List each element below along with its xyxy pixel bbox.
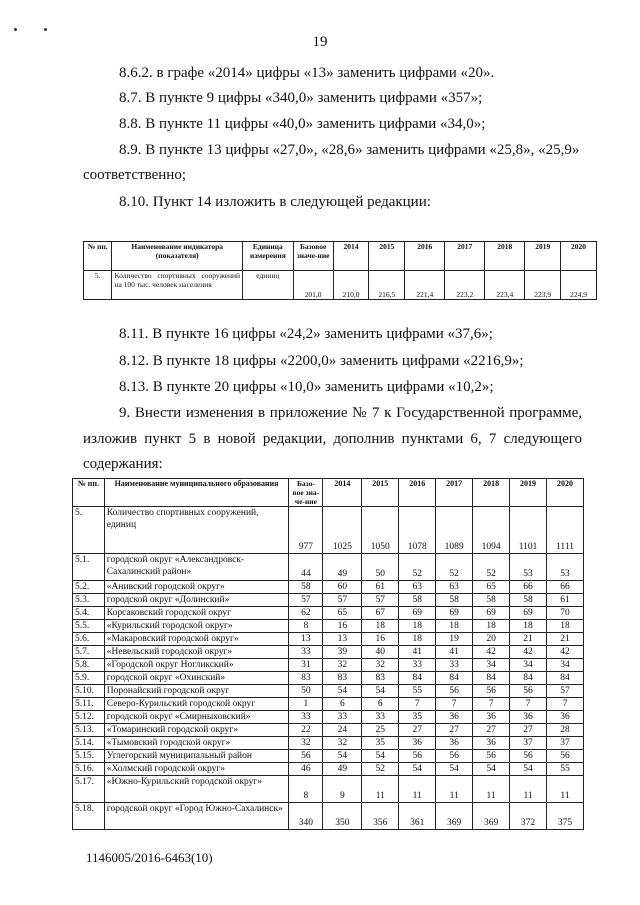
table-row xyxy=(73,698,584,711)
table-row xyxy=(73,646,584,659)
table-cell: 58 xyxy=(399,594,436,607)
table-cell: «Городской округ Ногликский» xyxy=(104,659,289,672)
table-cell: 53 xyxy=(547,554,584,581)
table-cell: Углегорский муниципальный район xyxy=(104,750,289,763)
table-cell: 52 xyxy=(436,554,473,581)
table-cell: 44 xyxy=(289,554,323,581)
paragraph: 8.13. В пункте 20 цифры «10,0» заменить цифрами «10,2»; xyxy=(119,379,494,395)
table-cell: 11 xyxy=(473,776,510,803)
table-row xyxy=(73,803,584,830)
table-cell: 24 xyxy=(323,724,362,737)
table-cell: 5.18. xyxy=(73,803,105,830)
table-cell: 33 xyxy=(289,646,323,659)
table-cell: 36 xyxy=(436,737,473,750)
table-cell: «Тымовский городской округ» xyxy=(104,737,289,750)
indicator-table xyxy=(83,241,597,300)
table-cell: 57 xyxy=(547,685,584,698)
table-cell: 50 xyxy=(362,554,399,581)
table-cell: городской округ «Александровск-Сахалинский район» xyxy=(104,554,289,581)
table-cell: 58 xyxy=(510,594,547,607)
table-cell: 13 xyxy=(323,633,362,646)
table-cell: 69 xyxy=(510,607,547,620)
table-cell: 21 xyxy=(547,633,584,646)
table-cell: 5.8. xyxy=(73,659,105,672)
table-cell: 65 xyxy=(473,581,510,594)
paragraph: 8.6.2. в графе «2014» цифры «13» заменить цифрами «20». xyxy=(119,65,495,81)
table-cell: 18 xyxy=(547,620,584,633)
table-cell: 223,9 xyxy=(525,271,561,300)
paragraph: содержания: xyxy=(83,456,163,472)
paragraph: 8.8. В пункте 11 цифры «40,0» заменить цифрами «34,0»; xyxy=(119,116,486,132)
municipal-table xyxy=(72,478,584,830)
column-header: 2014 xyxy=(323,479,362,507)
table-row xyxy=(73,581,584,594)
table-cell: 52 xyxy=(399,554,436,581)
table-cell: 8 xyxy=(289,776,323,803)
table-cell: 42 xyxy=(473,646,510,659)
table-cell: городской округ «Город Южно-Сахалинск» xyxy=(104,803,289,830)
table-cell: «Холмский городской округ» xyxy=(104,763,289,776)
scan-speck xyxy=(44,28,47,31)
table-row xyxy=(73,607,584,620)
table-cell: 32 xyxy=(323,737,362,750)
table-cell: 33 xyxy=(399,659,436,672)
table-cell: 63 xyxy=(399,581,436,594)
table-cell: 18 xyxy=(399,633,436,646)
table-cell: 1 xyxy=(289,698,323,711)
table-cell: 52 xyxy=(473,554,510,581)
table-cell: 5.10. xyxy=(73,685,105,698)
column-header: № пп. xyxy=(73,479,105,507)
table-cell: 5.16. xyxy=(73,763,105,776)
table-cell: 55 xyxy=(547,763,584,776)
table-cell: 54 xyxy=(510,763,547,776)
table-cell: 5.1. xyxy=(73,554,105,581)
table-cell: 350 xyxy=(323,803,362,830)
table-cell: 34 xyxy=(510,659,547,672)
table-cell: 223,4 xyxy=(485,271,525,300)
table-cell: 37 xyxy=(547,737,584,750)
table-cell: 57 xyxy=(362,594,399,607)
table-cell: 84 xyxy=(547,672,584,685)
table-cell: 83 xyxy=(362,672,399,685)
table-cell: 5.2. xyxy=(73,581,105,594)
table-row xyxy=(73,594,584,607)
table-cell: 11 xyxy=(510,776,547,803)
table-cell: 40 xyxy=(362,646,399,659)
table-cell: 32 xyxy=(289,737,323,750)
table-cell: 13 xyxy=(289,633,323,646)
table-cell: 977 xyxy=(289,507,323,554)
table-cell: 54 xyxy=(399,763,436,776)
table-cell: 5.12. xyxy=(73,711,105,724)
table-cell: 61 xyxy=(547,594,584,607)
table-cell: 5.5. xyxy=(73,620,105,633)
column-header: Наименование муниципального образования xyxy=(104,479,289,507)
table-cell: 11 xyxy=(362,776,399,803)
table-cell: Количество спортивных сооружений на 100 тыс. человек населения xyxy=(112,271,243,300)
table-cell: 37 xyxy=(510,737,547,750)
table-cell: 210,0 xyxy=(333,271,369,300)
table-row xyxy=(73,620,584,633)
column-header: 2020 xyxy=(547,479,584,507)
column-header: 2015 xyxy=(369,242,405,271)
table-row xyxy=(73,711,584,724)
table-cell: Поронайский городской округ xyxy=(104,685,289,698)
column-header: 2016 xyxy=(405,242,445,271)
table-header-row xyxy=(73,479,584,507)
table-cell: 33 xyxy=(289,711,323,724)
table-cell: 84 xyxy=(510,672,547,685)
table-header-row xyxy=(84,242,597,271)
table-cell: 18 xyxy=(473,620,510,633)
table-cell: 57 xyxy=(289,594,323,607)
table-cell: 58 xyxy=(289,581,323,594)
table-cell: 19 xyxy=(436,633,473,646)
table-cell: 5.6. xyxy=(73,633,105,646)
paragraph: 9. Внести изменения в приложение № 7 к Государственной программе, xyxy=(119,405,582,421)
paragraph: 8.11. В пункте 16 цифры «24,2» заменить цифрами «37,6»; xyxy=(119,326,493,342)
table-cell: 36 xyxy=(473,737,510,750)
table-row xyxy=(73,737,584,750)
table-cell: 5.9. xyxy=(73,672,105,685)
table-cell: 7 xyxy=(510,698,547,711)
table-row xyxy=(73,554,584,581)
table-cell: «Макаровский городской округ» xyxy=(104,633,289,646)
table-cell: 1111 xyxy=(547,507,584,554)
table-cell: 5.14. xyxy=(73,737,105,750)
table-cell: 34 xyxy=(547,659,584,672)
table-cell: 56 xyxy=(510,685,547,698)
page-number: 19 xyxy=(312,34,328,50)
table-cell: 11 xyxy=(547,776,584,803)
table-cell: 63 xyxy=(436,581,473,594)
column-header: 2019 xyxy=(525,242,561,271)
table-cell: 5.15. xyxy=(73,750,105,763)
table-cell: 54 xyxy=(362,685,399,698)
table-cell: Количество спортивных сооружений, единиц xyxy=(104,507,289,554)
table-cell: 39 xyxy=(323,646,362,659)
table-cell: «Южно-Курильский городской округ» xyxy=(104,776,289,803)
table-cell: 18 xyxy=(510,620,547,633)
table-cell: 16 xyxy=(323,620,362,633)
table-cell: 60 xyxy=(323,581,362,594)
table-cell: 22 xyxy=(289,724,323,737)
table-row xyxy=(73,507,584,554)
table-cell: городской округ «Смирныховский» xyxy=(104,711,289,724)
table-cell: 56 xyxy=(289,750,323,763)
table-cell: 61 xyxy=(362,581,399,594)
table-cell: 18 xyxy=(399,620,436,633)
paragraph: 8.12. В пункте 18 цифры «2200,0» заменить цифрами «2216,9»; xyxy=(119,353,524,369)
table-cell: 6 xyxy=(323,698,362,711)
table-cell: 1101 xyxy=(510,507,547,554)
table-cell: 216,5 xyxy=(369,271,405,300)
table-cell: 33 xyxy=(323,711,362,724)
table-cell: 56 xyxy=(510,750,547,763)
table-cell: 65 xyxy=(323,607,362,620)
table-cell: 340 xyxy=(289,803,323,830)
table-row xyxy=(73,633,584,646)
table-cell: «Курильский городской округ» xyxy=(104,620,289,633)
column-header: 2014 xyxy=(333,242,369,271)
table-cell: 70 xyxy=(547,607,584,620)
table-cell: 28 xyxy=(547,724,584,737)
table-cell: «Анивский городской округ» xyxy=(104,581,289,594)
table-cell: 33 xyxy=(436,659,473,672)
table-cell: «Невельский городской округ» xyxy=(104,646,289,659)
table-row xyxy=(73,776,584,803)
table-cell: 58 xyxy=(436,594,473,607)
table-cell: 36 xyxy=(510,711,547,724)
table-cell: 5.3. xyxy=(73,594,105,607)
table-cell: 1089 xyxy=(436,507,473,554)
table-cell: 21 xyxy=(510,633,547,646)
document-code: 1146005/2016-6463(10) xyxy=(86,850,213,865)
table-cell: 201,0 xyxy=(293,271,333,300)
table-cell: 54 xyxy=(323,685,362,698)
table-cell: 84 xyxy=(399,672,436,685)
table-cell: «Томаринский городской округ» xyxy=(104,724,289,737)
table-cell: 35 xyxy=(362,737,399,750)
table-cell: 66 xyxy=(547,581,584,594)
table-cell: 27 xyxy=(473,724,510,737)
table-cell: 7 xyxy=(547,698,584,711)
column-header: 2020 xyxy=(561,242,597,271)
column-header: Единица измерения xyxy=(243,242,294,271)
table-row xyxy=(73,685,584,698)
table-cell: 223,2 xyxy=(445,271,485,300)
table-cell: 41 xyxy=(436,646,473,659)
table-cell: 7 xyxy=(436,698,473,711)
table-cell: 372 xyxy=(510,803,547,830)
paragraph: изложив пункт 5 в новой редакции, дополнив пунктами 6, 7 следующего xyxy=(83,431,582,447)
column-header: 2017 xyxy=(436,479,473,507)
table-cell: 356 xyxy=(362,803,399,830)
table-cell: городской округ «Долинский» xyxy=(104,594,289,607)
table-cell: 69 xyxy=(399,607,436,620)
table-cell: 67 xyxy=(362,607,399,620)
table-cell: 49 xyxy=(323,554,362,581)
table-cell: 20 xyxy=(473,633,510,646)
table-cell: 56 xyxy=(547,750,584,763)
table-cell: 18 xyxy=(362,620,399,633)
table-cell: 32 xyxy=(362,659,399,672)
table-cell: 56 xyxy=(436,750,473,763)
table-cell: 5.17. xyxy=(73,776,105,803)
table-cell: 42 xyxy=(510,646,547,659)
table-cell: 36 xyxy=(473,711,510,724)
table-cell: 18 xyxy=(436,620,473,633)
table-cell: 5.4. xyxy=(73,607,105,620)
table-cell: 35 xyxy=(399,711,436,724)
table-cell: 16 xyxy=(362,633,399,646)
table-cell: 11 xyxy=(399,776,436,803)
table-cell: 53 xyxy=(510,554,547,581)
table-cell: 56 xyxy=(473,750,510,763)
column-header: 2015 xyxy=(362,479,399,507)
table-cell: 361 xyxy=(399,803,436,830)
table-cell: 5.7. xyxy=(73,646,105,659)
table-cell: 33 xyxy=(362,711,399,724)
table-cell: 56 xyxy=(399,750,436,763)
table-cell: 31 xyxy=(289,659,323,672)
table-cell: 42 xyxy=(547,646,584,659)
table-cell: городской округ «Охинский» xyxy=(104,672,289,685)
column-header: 2016 xyxy=(399,479,436,507)
table-row xyxy=(73,750,584,763)
table-cell: 7 xyxy=(399,698,436,711)
paragraph: соответственно; xyxy=(83,167,186,183)
table-cell: 54 xyxy=(473,763,510,776)
table-cell: 5.13. xyxy=(73,724,105,737)
table-cell: 69 xyxy=(436,607,473,620)
table-cell: 6 xyxy=(362,698,399,711)
table-cell: 36 xyxy=(399,737,436,750)
column-header: № пп. xyxy=(84,242,112,271)
table-cell: 27 xyxy=(510,724,547,737)
column-header: 2019 xyxy=(510,479,547,507)
table-row xyxy=(73,763,584,776)
table-cell: 36 xyxy=(547,711,584,724)
table-cell: 27 xyxy=(399,724,436,737)
column-header: Базо-вое зна-че-ние xyxy=(289,479,323,507)
table-cell: 9 xyxy=(323,776,362,803)
table-cell: 83 xyxy=(323,672,362,685)
table-cell: 5.11. xyxy=(73,698,105,711)
table-cell: 57 xyxy=(323,594,362,607)
table-cell: 66 xyxy=(510,581,547,594)
column-header: Базовое значе-ние xyxy=(293,242,333,271)
table-cell: единиц xyxy=(243,271,294,300)
paragraph: 8.9. В пункте 13 цифры «27,0», «28,6» заменить цифрами «25,8», «25,9» xyxy=(119,142,580,158)
table-cell: 62 xyxy=(289,607,323,620)
table-cell: 7 xyxy=(473,698,510,711)
table-cell: 41 xyxy=(399,646,436,659)
table-cell: 50 xyxy=(289,685,323,698)
table-cell: 46 xyxy=(289,763,323,776)
paragraph: 8.10. Пункт 14 изложить в следующей редакции: xyxy=(119,194,431,210)
table-cell: 221,4 xyxy=(405,271,445,300)
table-cell: 54 xyxy=(362,750,399,763)
table-cell: Северо-Курильский городской округ xyxy=(104,698,289,711)
paragraph: 8.7. В пункте 9 цифры «340,0» заменить цифрами «357»; xyxy=(119,90,483,106)
table-cell: 369 xyxy=(436,803,473,830)
table-cell: 56 xyxy=(436,685,473,698)
table-cell: 5. xyxy=(84,271,112,300)
table-row xyxy=(73,659,584,672)
scan-speck xyxy=(14,28,17,31)
table-cell: 49 xyxy=(323,763,362,776)
table-cell: 1050 xyxy=(362,507,399,554)
table-row xyxy=(84,271,597,300)
table-cell: 25 xyxy=(362,724,399,737)
table-cell: 1094 xyxy=(473,507,510,554)
column-header: Наименование индикатора (показателя) xyxy=(112,242,243,271)
table-cell: 52 xyxy=(362,763,399,776)
table-cell: 224,9 xyxy=(561,271,597,300)
table-cell: 375 xyxy=(547,803,584,830)
table-cell: Корсаковский городской округ xyxy=(104,607,289,620)
column-header: 2017 xyxy=(445,242,485,271)
table-cell: 27 xyxy=(436,724,473,737)
table-cell: 5. xyxy=(73,507,105,554)
table-cell: 55 xyxy=(399,685,436,698)
table-cell: 36 xyxy=(436,711,473,724)
table-cell: 34 xyxy=(473,659,510,672)
table-cell: 83 xyxy=(289,672,323,685)
table-cell: 69 xyxy=(473,607,510,620)
column-header: 2018 xyxy=(473,479,510,507)
table-cell: 56 xyxy=(473,685,510,698)
table-cell: 369 xyxy=(473,803,510,830)
table-cell: 32 xyxy=(323,659,362,672)
table-cell: 11 xyxy=(436,776,473,803)
table-cell: 54 xyxy=(436,763,473,776)
column-header: 2018 xyxy=(485,242,525,271)
table-row xyxy=(73,724,584,737)
table-cell: 1025 xyxy=(323,507,362,554)
table-row xyxy=(73,672,584,685)
table-cell: 58 xyxy=(473,594,510,607)
table-cell: 54 xyxy=(323,750,362,763)
table-cell: 84 xyxy=(473,672,510,685)
table-cell: 84 xyxy=(436,672,473,685)
table-cell: 1078 xyxy=(399,507,436,554)
table-cell: 8 xyxy=(289,620,323,633)
